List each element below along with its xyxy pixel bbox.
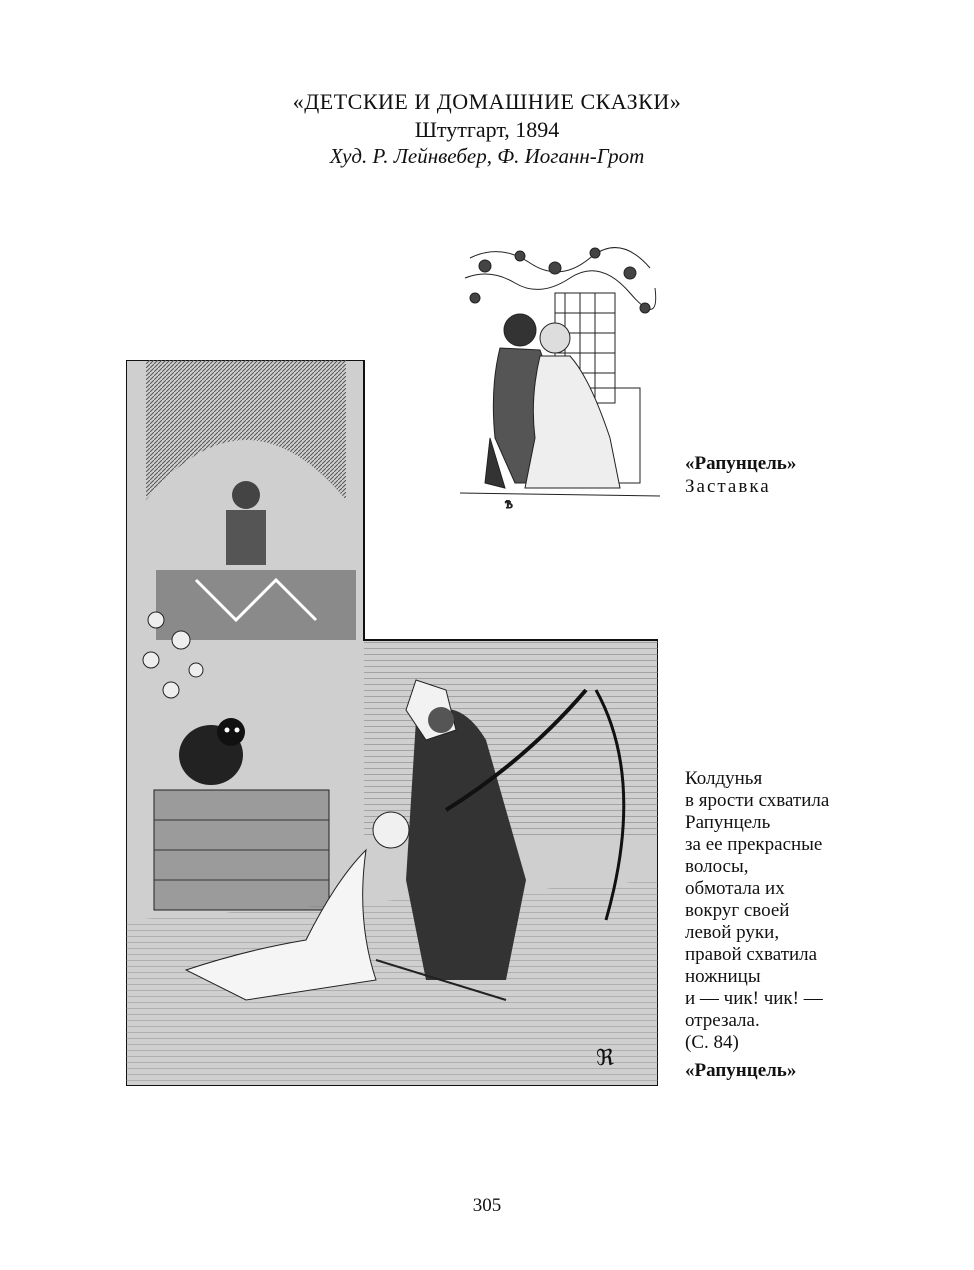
caption-line: за ее прекрасные [685, 834, 823, 855]
vignette-caption [685, 452, 796, 498]
caption-page-reference: (С. 84) [685, 1032, 739, 1053]
page-number: 305 [472, 1195, 502, 1216]
plate-caption [685, 768, 885, 1082]
svg-text:ℜ: ℜ [596, 1046, 614, 1071]
vignette-story-title: «Рапунцель» [685, 453, 797, 474]
caption-line: отрезала. [685, 1010, 760, 1031]
illustrators-credit: Худ. Р. Лейнвебер, Ф. Иоганн-Грот [329, 144, 645, 168]
svg-text:Ѣ: Ѣ [505, 500, 513, 511]
caption-line: ножницы [685, 966, 761, 987]
caption-line: левой руки, [685, 922, 780, 943]
caption-line: Рапунцель [685, 812, 771, 833]
book-title: «ДЕТСКИЕ И ДОМАШНИЕ СКАЗКИ» [292, 89, 682, 114]
page-header [0, 88, 974, 170]
caption-line: и — чик! чик! — [685, 988, 823, 1009]
caption-line: волосы, [685, 856, 749, 877]
vignette-kind: Заставка [685, 476, 771, 497]
plate-story-title: «Рапунцель» [685, 1060, 797, 1081]
caption-line: обмотала их [685, 878, 785, 899]
caption-line: правой схватила [685, 944, 818, 965]
publication-place-year: Штутгарт, 1894 [414, 117, 560, 142]
caption-line: вокруг своей [685, 900, 790, 921]
main-plate-illustration [126, 360, 658, 1086]
caption-line: в ярости схватила [685, 790, 830, 811]
caption-line: Колдунья [685, 768, 763, 789]
